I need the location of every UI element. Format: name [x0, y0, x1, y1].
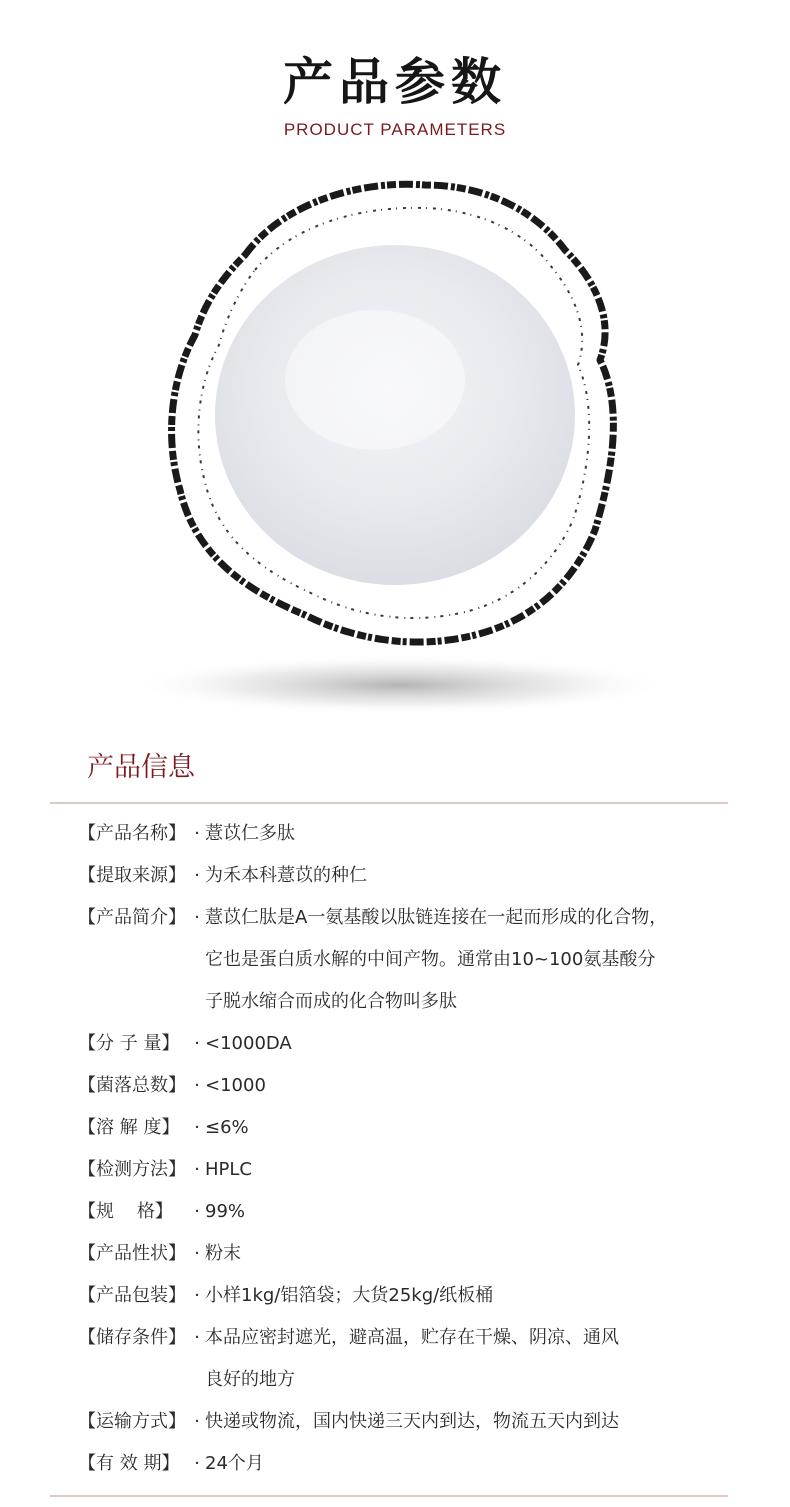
spec-row	[78, 1065, 738, 1107]
spec-row	[78, 1233, 738, 1275]
spec-label: 【产品包装】	[78, 1285, 186, 1306]
bottom-divider	[50, 1495, 728, 1497]
white-powder-image	[95, 160, 695, 720]
section-title: 产品信息	[87, 752, 195, 783]
spec-value-line: 它也是蛋白质水解的中间产物。通常由10~100氨基酸分	[205, 949, 656, 970]
spec-label: 【提取来源】	[78, 865, 186, 886]
spec-label: 【菌落总数】	[78, 1075, 186, 1096]
bullet-dot: ·	[194, 1117, 200, 1138]
spec-label: 【产品名称】	[78, 823, 186, 844]
bullet-dot: ·	[194, 1243, 200, 1264]
spec-value-line: 99%	[205, 1201, 246, 1222]
spec-value	[205, 1191, 738, 1233]
bullet-dot: ·	[194, 865, 200, 886]
spec-label: 【有 效 期】	[78, 1453, 180, 1474]
spec-row	[78, 897, 738, 1023]
spec-value	[205, 1401, 738, 1443]
page-subtitle: PRODUCT PARAMETERS	[283, 120, 507, 139]
spec-value-line: 薏苡仁肽是A一氨基酸以肽链连接在一起而形成的化合物，	[205, 907, 668, 928]
spec-value	[205, 1065, 738, 1107]
spec-value-line: 薏苡仁多肽	[205, 823, 295, 844]
bullet-dot: ·	[194, 823, 200, 844]
bullet-dot: ·	[194, 1411, 200, 1432]
spec-label: 【产品简介】	[78, 907, 186, 928]
spec-value	[205, 855, 738, 897]
page-title: 产品参数	[283, 53, 507, 111]
section-divider	[50, 802, 728, 804]
powder-shadow	[130, 655, 670, 715]
bullet-dot: ·	[194, 1201, 200, 1222]
spec-value	[205, 1149, 738, 1191]
spec-row	[78, 1317, 738, 1401]
bullet-dot: ·	[194, 1159, 200, 1180]
spec-value-line: 24个月	[205, 1453, 264, 1474]
spec-value-line: ≤6%	[205, 1117, 249, 1138]
spec-row	[78, 1149, 738, 1191]
spec-label: 【分 子 量】	[78, 1033, 180, 1054]
spec-value-line: 小样1kg/铝箔袋；大货25kg/纸板桶	[205, 1285, 494, 1306]
spec-row	[78, 1443, 738, 1485]
spec-value-line: <1000	[205, 1075, 266, 1096]
spec-row	[78, 1191, 738, 1233]
spec-row	[78, 1275, 738, 1317]
spec-value-line: 子脱水缩合而成的化合物叫多肽	[205, 991, 457, 1012]
spec-value-line: 为禾本科薏苡的种仁	[205, 865, 367, 886]
spec-value	[205, 1107, 738, 1149]
bullet-dot: ·	[194, 1033, 200, 1054]
spec-value-line: HPLC	[205, 1159, 252, 1180]
spec-value	[205, 1317, 738, 1401]
spec-value	[205, 897, 738, 1023]
spec-value-line: 快递或物流，国内快递三天内到达，物流五天内到达	[205, 1411, 619, 1432]
bullet-dot: ·	[194, 1075, 200, 1096]
spec-label: 【产品性状】	[78, 1243, 186, 1264]
spec-label: 【运输方式】	[78, 1411, 186, 1432]
bullet-dot: ·	[194, 1327, 200, 1348]
spec-row	[78, 1401, 738, 1443]
spec-label: 【规 格】	[78, 1201, 173, 1222]
bullet-dot: ·	[194, 1453, 200, 1474]
spec-value-line: <1000DA	[205, 1033, 292, 1054]
spec-row	[78, 813, 738, 855]
spec-label: 【溶 解 度】	[78, 1117, 180, 1138]
spec-value	[205, 1023, 738, 1065]
spec-value	[205, 1233, 738, 1275]
spec-value	[205, 813, 738, 855]
spec-label: 【检测方法】	[78, 1159, 186, 1180]
spec-row	[78, 1107, 738, 1149]
spec-value-line: 粉末	[205, 1243, 241, 1264]
spec-row	[78, 1023, 738, 1065]
spec-row	[78, 855, 738, 897]
spec-value	[205, 1275, 738, 1317]
spec-label: 【储存条件】	[78, 1327, 186, 1348]
spec-value-line: 良好的地方	[205, 1369, 295, 1390]
bullet-dot: ·	[194, 1285, 200, 1306]
spec-value	[205, 1443, 738, 1485]
spec-list	[78, 813, 738, 1485]
spec-value-line: 本品应密封遮光，避高温，贮存在干燥、阴凉、通风	[205, 1327, 619, 1348]
bullet-dot: ·	[194, 907, 200, 928]
